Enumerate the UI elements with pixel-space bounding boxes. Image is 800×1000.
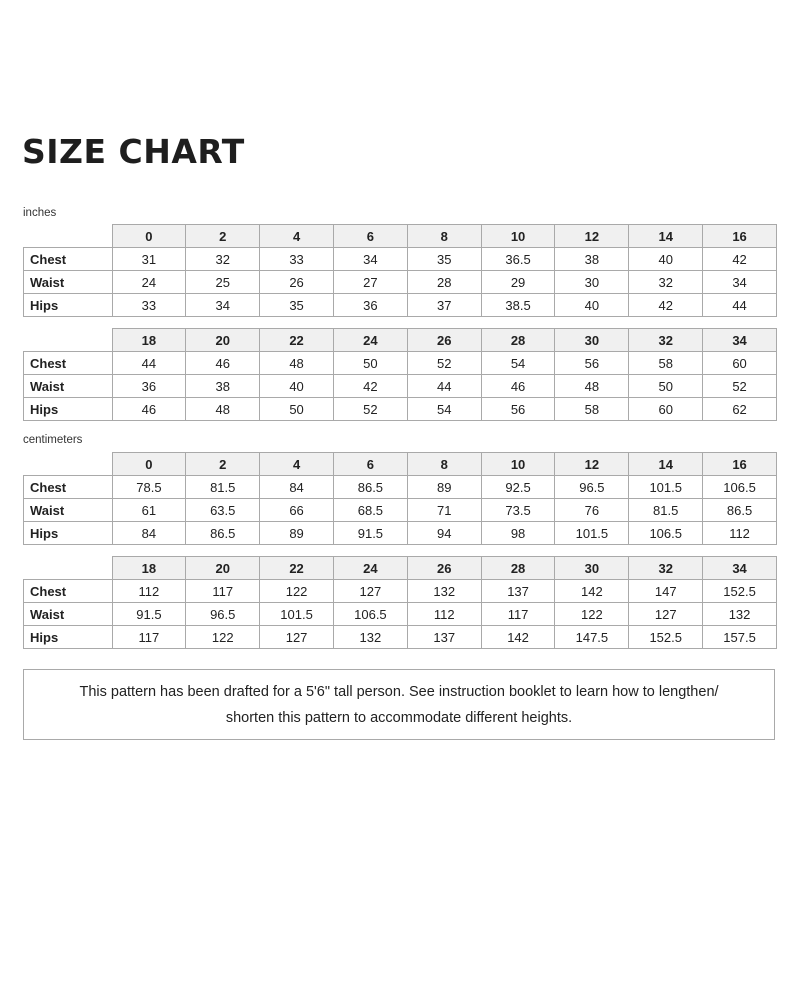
cell: 27 — [333, 271, 407, 294]
size-header: 4 — [260, 225, 334, 248]
table-row-hips — [24, 294, 777, 317]
cell: 40 — [629, 248, 703, 271]
cell: 92.5 — [481, 476, 555, 499]
row-label: Hips — [24, 398, 113, 421]
cell: 122 — [260, 580, 334, 603]
cell: 46 — [186, 352, 260, 375]
cell: 36 — [112, 375, 186, 398]
cell: 86.5 — [186, 522, 260, 545]
centimeters-table-2 — [23, 556, 777, 649]
inches-table-2 — [23, 328, 777, 421]
size-header: 2 — [186, 453, 260, 476]
cell: 36 — [333, 294, 407, 317]
row-label: Chest — [24, 248, 113, 271]
cell: 56 — [555, 352, 629, 375]
size-header: 20 — [186, 557, 260, 580]
cell: 96.5 — [186, 603, 260, 626]
cell: 44 — [112, 352, 186, 375]
cell: 56 — [481, 398, 555, 421]
cell: 32 — [629, 271, 703, 294]
row-label: Waist — [24, 271, 113, 294]
cell: 137 — [481, 580, 555, 603]
cell: 147 — [629, 580, 703, 603]
size-header: 26 — [407, 329, 481, 352]
cell: 152.5 — [629, 626, 703, 649]
cell: 52 — [703, 375, 777, 398]
corner-cell — [24, 225, 113, 248]
row-label: Hips — [24, 626, 113, 649]
cell: 127 — [333, 580, 407, 603]
cell: 44 — [407, 375, 481, 398]
cell: 29 — [481, 271, 555, 294]
inches-table-1 — [23, 224, 777, 317]
size-header: 30 — [555, 557, 629, 580]
size-header: 32 — [629, 329, 703, 352]
cell: 86.5 — [703, 499, 777, 522]
cell: 112 — [703, 522, 777, 545]
cell: 76 — [555, 499, 629, 522]
cell: 25 — [186, 271, 260, 294]
table-row-chest — [24, 580, 777, 603]
cell: 157.5 — [703, 626, 777, 649]
cell: 40 — [555, 294, 629, 317]
cell: 60 — [703, 352, 777, 375]
cell: 42 — [629, 294, 703, 317]
cell: 86.5 — [333, 476, 407, 499]
cell: 48 — [186, 398, 260, 421]
cell: 142 — [555, 580, 629, 603]
cell: 137 — [407, 626, 481, 649]
height-note-text: This pattern has been drafted for a 5'6" tall person. See instruction booklet to learn how to lengthen/ shorten this pattern to accommodate different heights. — [79, 683, 719, 726]
size-header-row — [24, 453, 777, 476]
cell: 33 — [112, 294, 186, 317]
size-header-row — [24, 225, 777, 248]
table-row-waist — [24, 271, 777, 294]
cell: 24 — [112, 271, 186, 294]
cell: 44 — [703, 294, 777, 317]
size-header: 4 — [260, 453, 334, 476]
size-header: 14 — [629, 453, 703, 476]
cell: 73.5 — [481, 499, 555, 522]
table-row-waist — [24, 603, 777, 626]
cell: 122 — [555, 603, 629, 626]
table-row-hips — [24, 626, 777, 649]
cell: 84 — [112, 522, 186, 545]
cell: 61 — [112, 499, 186, 522]
height-note-box — [23, 669, 775, 740]
size-header: 30 — [555, 329, 629, 352]
size-header: 2 — [186, 225, 260, 248]
cell: 38 — [555, 248, 629, 271]
table-row-hips — [24, 522, 777, 545]
cell: 112 — [407, 603, 481, 626]
cell: 142 — [481, 626, 555, 649]
cell: 33 — [260, 248, 334, 271]
size-header-row — [24, 557, 777, 580]
cell: 46 — [112, 398, 186, 421]
size-header: 34 — [703, 557, 777, 580]
cell: 32 — [186, 248, 260, 271]
size-header: 32 — [629, 557, 703, 580]
row-label: Waist — [24, 375, 113, 398]
page-title: SIZE CHART — [22, 132, 245, 171]
cell: 91.5 — [333, 522, 407, 545]
row-label: Chest — [24, 352, 113, 375]
cell: 132 — [333, 626, 407, 649]
cell: 35 — [260, 294, 334, 317]
size-header: 28 — [481, 557, 555, 580]
cell: 50 — [629, 375, 703, 398]
table-row-waist — [24, 499, 777, 522]
size-header: 6 — [333, 453, 407, 476]
cell: 38 — [186, 375, 260, 398]
cell: 98 — [481, 522, 555, 545]
size-header: 26 — [407, 557, 481, 580]
cell: 152.5 — [703, 580, 777, 603]
centimeters-label: centimeters — [23, 434, 83, 446]
cell: 101.5 — [260, 603, 334, 626]
cell: 34 — [703, 271, 777, 294]
cell: 34 — [333, 248, 407, 271]
cell: 52 — [333, 398, 407, 421]
cell: 38.5 — [481, 294, 555, 317]
corner-cell — [24, 453, 113, 476]
cell: 63.5 — [186, 499, 260, 522]
size-header: 8 — [407, 225, 481, 248]
cell: 117 — [186, 580, 260, 603]
cell: 147.5 — [555, 626, 629, 649]
row-label: Hips — [24, 294, 113, 317]
cell: 54 — [481, 352, 555, 375]
cell: 106.5 — [333, 603, 407, 626]
size-header: 24 — [333, 557, 407, 580]
size-header: 0 — [112, 453, 186, 476]
cell: 96.5 — [555, 476, 629, 499]
size-header: 10 — [481, 453, 555, 476]
table-row-chest — [24, 476, 777, 499]
cell: 31 — [112, 248, 186, 271]
row-label: Hips — [24, 522, 113, 545]
size-header: 16 — [703, 225, 777, 248]
cell: 84 — [260, 476, 334, 499]
cell: 46 — [481, 375, 555, 398]
size-header: 18 — [112, 329, 186, 352]
cell: 40 — [260, 375, 334, 398]
cell: 101.5 — [555, 522, 629, 545]
cell: 34 — [186, 294, 260, 317]
table-row-waist — [24, 375, 777, 398]
cell: 117 — [481, 603, 555, 626]
cell: 58 — [629, 352, 703, 375]
size-header: 16 — [703, 453, 777, 476]
size-header: 24 — [333, 329, 407, 352]
size-header: 8 — [407, 453, 481, 476]
cell: 42 — [703, 248, 777, 271]
cell: 54 — [407, 398, 481, 421]
cell: 106.5 — [629, 522, 703, 545]
cell: 50 — [260, 398, 334, 421]
size-header: 14 — [629, 225, 703, 248]
row-label: Chest — [24, 580, 113, 603]
cell: 106.5 — [703, 476, 777, 499]
size-header: 12 — [555, 225, 629, 248]
cell: 35 — [407, 248, 481, 271]
cell: 81.5 — [186, 476, 260, 499]
size-header-row — [24, 329, 777, 352]
size-header: 6 — [333, 225, 407, 248]
cell: 117 — [112, 626, 186, 649]
row-label: Waist — [24, 499, 113, 522]
cell: 62 — [703, 398, 777, 421]
size-header: 18 — [112, 557, 186, 580]
cell: 37 — [407, 294, 481, 317]
cell: 89 — [260, 522, 334, 545]
size-header: 34 — [703, 329, 777, 352]
row-label: Chest — [24, 476, 113, 499]
table-row-chest — [24, 248, 777, 271]
cell: 66 — [260, 499, 334, 522]
size-header: 0 — [112, 225, 186, 248]
table-row-hips — [24, 398, 777, 421]
cell: 60 — [629, 398, 703, 421]
cell: 30 — [555, 271, 629, 294]
inches-label: inches — [23, 207, 57, 219]
cell: 58 — [555, 398, 629, 421]
size-header: 10 — [481, 225, 555, 248]
row-label: Waist — [24, 603, 113, 626]
cell: 52 — [407, 352, 481, 375]
cell: 89 — [407, 476, 481, 499]
cell: 68.5 — [333, 499, 407, 522]
size-header: 28 — [481, 329, 555, 352]
cell: 50 — [333, 352, 407, 375]
cell: 48 — [260, 352, 334, 375]
size-header: 20 — [186, 329, 260, 352]
size-header: 22 — [260, 329, 334, 352]
corner-cell — [24, 557, 113, 580]
cell: 48 — [555, 375, 629, 398]
cell: 101.5 — [629, 476, 703, 499]
cell: 127 — [629, 603, 703, 626]
size-header: 22 — [260, 557, 334, 580]
cell: 28 — [407, 271, 481, 294]
cell: 71 — [407, 499, 481, 522]
centimeters-table-1 — [23, 452, 777, 545]
size-header: 12 — [555, 453, 629, 476]
cell: 26 — [260, 271, 334, 294]
cell: 127 — [260, 626, 334, 649]
cell: 81.5 — [629, 499, 703, 522]
cell: 122 — [186, 626, 260, 649]
cell: 78.5 — [112, 476, 186, 499]
table-row-chest — [24, 352, 777, 375]
cell: 94 — [407, 522, 481, 545]
cell: 42 — [333, 375, 407, 398]
cell: 91.5 — [112, 603, 186, 626]
corner-cell — [24, 329, 113, 352]
cell: 36.5 — [481, 248, 555, 271]
cell: 112 — [112, 580, 186, 603]
cell: 132 — [703, 603, 777, 626]
cell: 132 — [407, 580, 481, 603]
